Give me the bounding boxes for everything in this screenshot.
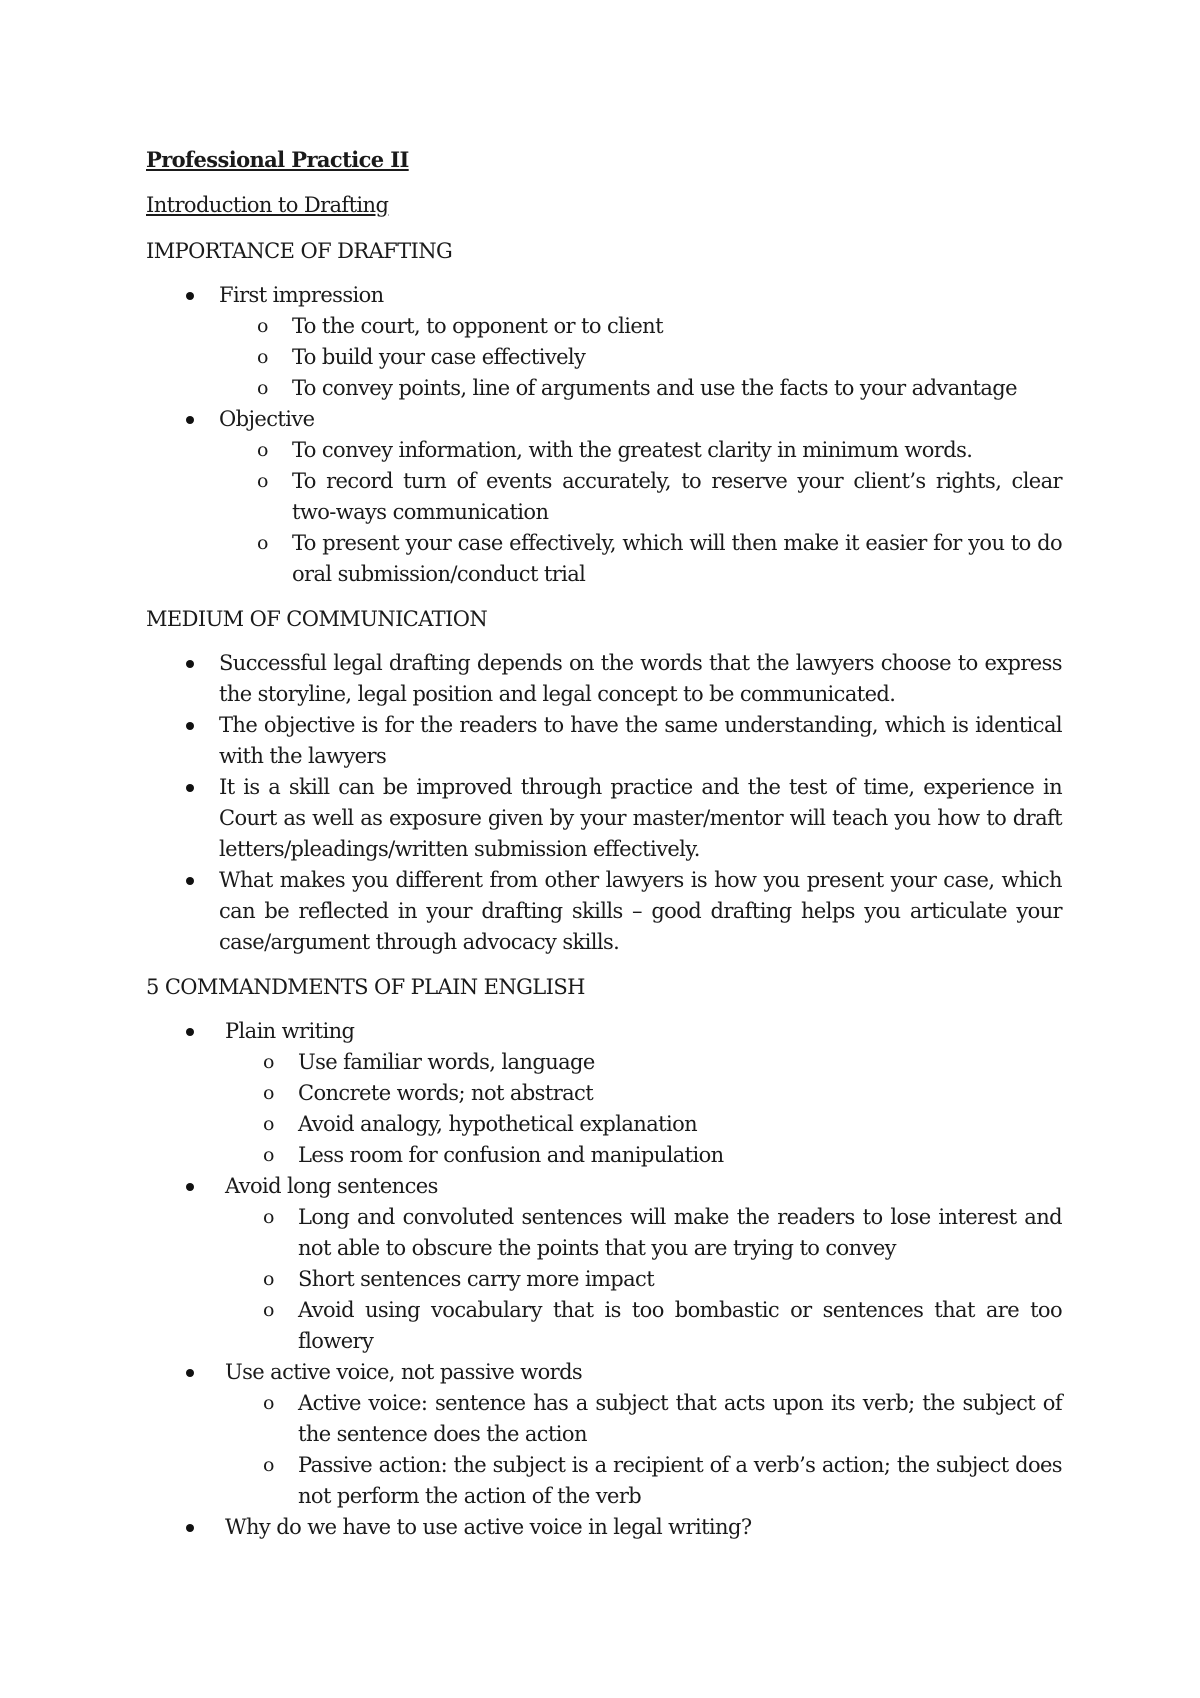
sub-list-item-text: Short sentences carry more impact <box>298 1267 655 1291</box>
circle-bullet-icon: o <box>257 532 268 554</box>
sub-list-item-text: To convey information, with the greatest clarity in minimum words. <box>292 438 973 462</box>
list-item-text: The objective is for the readers to have the same understanding, which is identical with the lawyers <box>219 713 1062 768</box>
circle-bullet-icon: o <box>257 470 268 492</box>
list-item-text: Objective <box>219 407 315 431</box>
circle-bullet-icon: o <box>263 1082 274 1104</box>
sub-list-item <box>225 1295 1062 1357</box>
circle-bullet-icon: o <box>257 439 268 461</box>
section-heading: MEDIUM OF COMMUNICATION <box>146 607 488 631</box>
circle-bullet-icon: o <box>263 1051 274 1073</box>
sub-list-item <box>225 1047 1062 1078</box>
section-importance-of-drafting <box>146 236 1062 590</box>
list-item <box>146 648 1062 710</box>
bullet-list <box>146 280 1062 590</box>
bullet-icon <box>186 784 194 792</box>
list-item-text: Plain writing <box>225 1019 355 1043</box>
sub-bullet-list <box>225 1388 1062 1512</box>
document-title: Professional Practice II <box>146 147 409 172</box>
sub-list-item <box>219 528 1062 590</box>
document-subtitle: Introduction to Drafting <box>146 193 389 217</box>
sub-list-item <box>219 311 1062 342</box>
sub-list-item-text: Avoid using vocabulary that is too bombastic or sentences that are too flowery <box>298 1298 1062 1353</box>
sub-list-item <box>219 342 1062 373</box>
sub-list-item-text: Concrete words; not abstract <box>298 1081 594 1105</box>
bullet-icon <box>186 1028 194 1036</box>
section-heading: 5 COMMANDMENTS OF PLAIN ENGLISH <box>146 975 585 999</box>
sub-list-item-text: To present your case effectively, which will then make it easier for you to do oral submission/conduct trial <box>292 531 1062 586</box>
list-item <box>146 404 1062 590</box>
list-item <box>146 772 1062 865</box>
sub-list-item <box>225 1202 1062 1264</box>
sub-bullet-list <box>219 435 1062 590</box>
list-item <box>146 1171 1062 1357</box>
list-item-text: Use active voice, not passive words <box>225 1360 583 1384</box>
list-item <box>146 710 1062 772</box>
circle-bullet-icon: o <box>263 1299 274 1321</box>
list-item <box>146 1016 1062 1171</box>
bullet-icon <box>186 1369 194 1377</box>
list-item <box>146 1512 1062 1543</box>
sub-list-item-text: Less room for confusion and manipulation <box>298 1143 724 1167</box>
sub-bullet-list <box>225 1047 1062 1171</box>
sub-list-item <box>225 1109 1062 1140</box>
bullet-icon <box>186 877 194 885</box>
sub-list-item-text: To convey points, line of arguments and use the facts to your advantage <box>292 376 1017 400</box>
sub-list-item <box>225 1264 1062 1295</box>
sub-list-item-text: To the court, to opponent or to client <box>292 314 663 338</box>
bullet-icon <box>186 416 194 424</box>
list-item <box>146 865 1062 958</box>
circle-bullet-icon: o <box>263 1268 274 1290</box>
sub-list-item <box>219 373 1062 404</box>
list-item-text: Avoid long sentences <box>225 1174 438 1198</box>
sub-list-item <box>225 1078 1062 1109</box>
sub-list-item <box>219 435 1062 466</box>
list-item-text: Why do we have to use active voice in legal writing? <box>225 1515 752 1539</box>
sub-list-item-text: Long and convoluted sentences will make the readers to lose interest and not able to obscure the points that you are trying to convey <box>298 1205 1062 1260</box>
sub-list-item-text: Use familiar words, language <box>298 1050 595 1074</box>
bullet-icon <box>186 292 194 300</box>
list-item-text: What makes you different from other lawyers is how you present your case, which can be reflected in your drafting skills – good drafting helps you articulate your case/argument through advocacy skills. <box>219 868 1062 954</box>
circle-bullet-icon: o <box>263 1113 274 1135</box>
bullet-list <box>146 648 1062 958</box>
sub-list-item-text: To record turn of events accurately, to reserve your client’s rights, clear two-ways communication <box>292 469 1062 524</box>
sub-list-item <box>225 1388 1062 1450</box>
sub-bullet-list <box>219 311 1062 404</box>
list-item-text: First impression <box>219 283 384 307</box>
circle-bullet-icon: o <box>263 1206 274 1228</box>
sub-list-item <box>225 1140 1062 1171</box>
bullet-icon <box>186 722 194 730</box>
sub-bullet-list <box>225 1202 1062 1357</box>
bullet-icon <box>186 660 194 668</box>
list-item <box>146 1357 1062 1512</box>
list-item <box>146 280 1062 404</box>
bullet-icon <box>186 1183 194 1191</box>
section-commandments-plain-english <box>146 972 1062 1543</box>
list-item-text: It is a skill can be improved through practice and the test of time, experience in Court as well as exposure given by your master/mentor will teach you how to draft letters/pleadings/written submission effectively. <box>219 775 1062 861</box>
sub-list-item-text: Active voice: sentence has a subject that acts upon its verb; the subject of the sentence does the action <box>298 1391 1062 1446</box>
document-page <box>146 144 1062 1557</box>
list-item-text: Successful legal drafting depends on the words that the lawyers choose to express the storyline, legal position and legal concept to be communicated. <box>219 651 1062 706</box>
circle-bullet-icon: o <box>263 1454 274 1476</box>
sub-list-item-text: Passive action: the subject is a recipient of a verb’s action; the subject does not perform the action of the verb <box>298 1453 1062 1508</box>
circle-bullet-icon: o <box>257 315 268 337</box>
bullet-icon <box>186 1524 194 1532</box>
sub-list-item-text: Avoid analogy, hypothetical explanation <box>298 1112 698 1136</box>
sub-list-item <box>225 1450 1062 1512</box>
circle-bullet-icon: o <box>257 346 268 368</box>
bullet-list <box>146 1016 1062 1543</box>
section-heading: IMPORTANCE OF DRAFTING <box>146 239 453 263</box>
section-medium-of-communication <box>146 604 1062 958</box>
sub-list-item-text: To build your case effectively <box>292 345 586 369</box>
sub-list-item <box>219 466 1062 528</box>
circle-bullet-icon: o <box>257 377 268 399</box>
circle-bullet-icon: o <box>263 1392 274 1414</box>
circle-bullet-icon: o <box>263 1144 274 1166</box>
